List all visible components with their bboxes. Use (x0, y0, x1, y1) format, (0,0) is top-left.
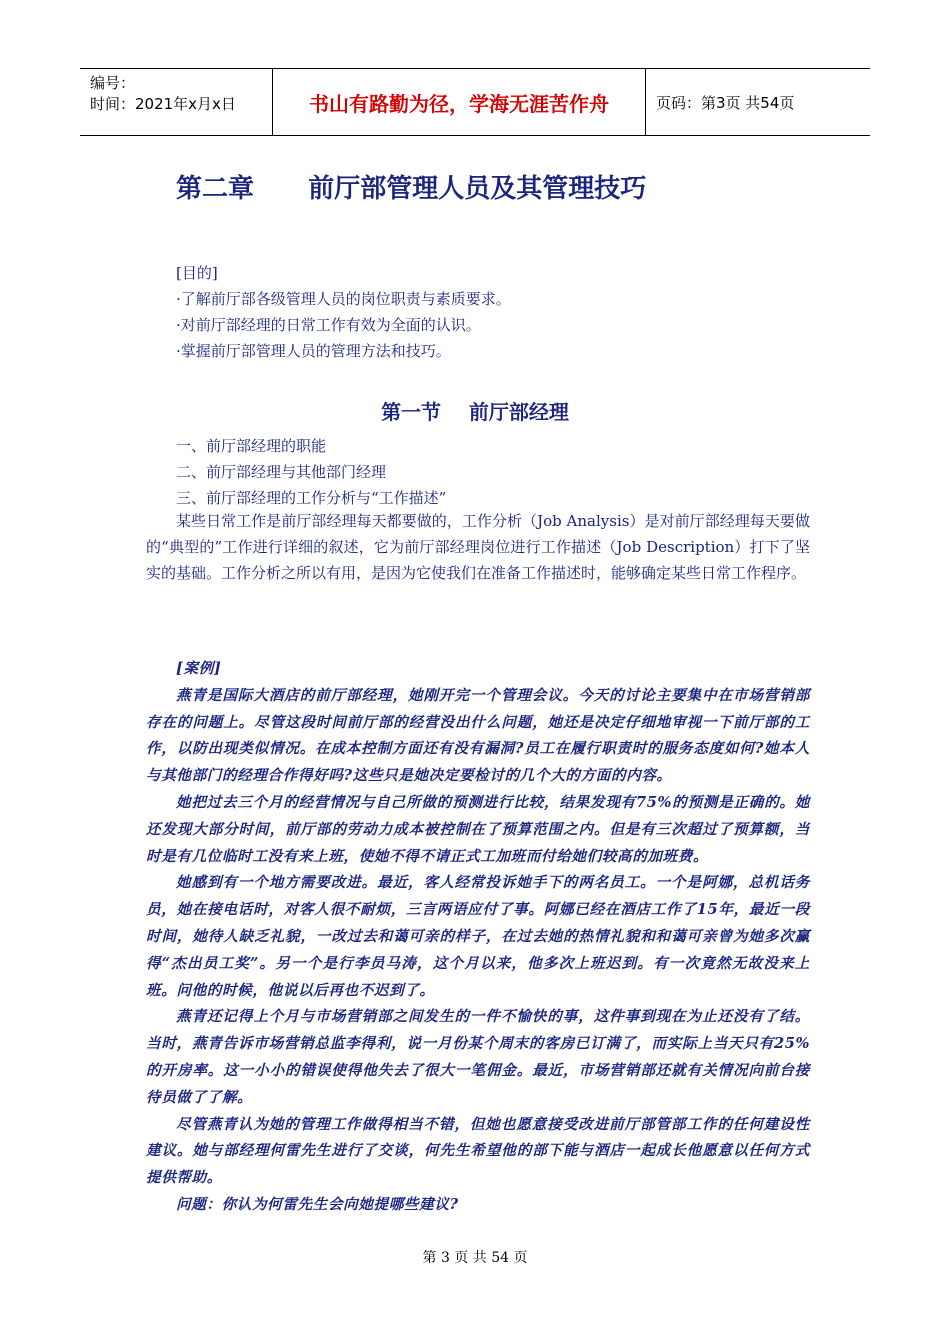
header-page-info: 页码：第3页 共54页 (656, 93, 795, 112)
number-label: 编号： (90, 74, 136, 92)
case-label: [案例] (176, 660, 222, 677)
case-paragraph: 她把过去三个月的经营情况与自己所做的预测进行比较，结果发现有75%的预测是正确的。她还发现大部分时间，前厅部的劳动力成本被控制在了预算范围之内。但是有三次超过了预算额，当时是有几位临时工没有来上班，使她不得不请正式工加班而付给她们较高的加班费。 (146, 793, 810, 865)
case-study (146, 656, 810, 1219)
objectives-label: [目的] (176, 264, 218, 282)
outline-item: 三、前厅部经理的工作分析与“工作描述” (176, 489, 447, 507)
date-label: 时间：2021年x月x日 (90, 95, 236, 113)
case-question: 问题：你认为何雷先生会向她提哪些建议? (176, 1195, 459, 1213)
chapter-title: 第二章 前厅部管理人员及其管理技巧 (176, 174, 647, 204)
case-paragraph: 燕青是国际大酒店的前厅部经理，她刚开完一个管理会议。今天的讨论主要集中在市场营销部存在的问题上。尽管这段时间前厅部的经营没出什么问题，她还是决定仔细地审视一下前厅部的工作，以防出现类似情况。在成本控制方面还有没有漏洞?员工在履行职责时的服务态度如何?她本人与其他部门的经理合作得好吗?这些只是她决定要检讨的几个大的方面的内容。 (146, 686, 810, 785)
outline-item: 二、前厅部经理与其他部门经理 (176, 463, 387, 481)
page-footer: 第 3 页 共 54 页 (422, 1250, 528, 1266)
case-paragraph: 尽管燕青认为她的管理工作做得相当不错，但她也愿意接受改进前厅部管部工作的任何建设性建议。她与部经理何雷先生进行了交谈，何先生希望他的部下能与酒店一起成长他愿意以任何方式提供帮助。 (146, 1115, 810, 1187)
objective-item: ·掌握前厅部管理人员的管理方法和技巧。 (176, 342, 451, 360)
header-meta (80, 69, 272, 135)
outline-item: 一、前厅部经理的职能 (176, 437, 327, 455)
objective-item: ·了解前厅部各级管理人员的岗位职责与素质要求。 (176, 290, 511, 308)
section-title: 第一节 前厅部经理 (381, 400, 569, 424)
outline-list (176, 433, 446, 511)
case-paragraph: 燕青还记得上个月与市场营销部之间发生的一件不愉快的事，这件事到现在为止还没有了结。当时，燕青告诉市场营销总监李得利，说一月份某个周末的客房已订满了，而实际上当天只有25%的开房率。这一小小的错误使得他失去了很大一笔佣金。最近，市场营销部还就有关情况向前台接待员做了了解。 (146, 1008, 810, 1106)
body-paragraph: 某些日常工作是前厅部经理每天都要做的，工作分析（Job Analysis）是对前厅部经理每天要做的“典型的”工作进行详细的叙述，它为前厅部经理岗位进行工作描述（Job Description）打下了坚实的基础。工作分析之所以有用，是因为它使我们在准备工作描述时，能够确定某些日常工作程序。 (146, 512, 810, 582)
case-paragraph: 她感到有一个地方需要改进。最近，客人经常投诉她手下的两名员工。一个是阿娜，总机话务员，她在接电话时，对客人很不耐烦，三言两语应付了事。阿娜已经在酒店工作了15年，最近一段时间，她待人缺乏礼貌，一改过去和蔼可亲的样子，在过去她的热情礼貌和和蔼可亲曾为她多次赢得“杰出员工奖”。另一个是行李员马涛，这个月以来，他多次上班迟到。有一次竟然无故没来上班。问他的时候，他说以后再也不迟到了。 (146, 874, 810, 999)
header-motto: 书山有路勤为径，学海无涯苦作舟 (272, 69, 646, 135)
objective-item: ·对前厅部经理的日常工作有效为全面的认识。 (176, 316, 481, 334)
objectives-block (176, 260, 511, 364)
page-header (80, 68, 870, 136)
